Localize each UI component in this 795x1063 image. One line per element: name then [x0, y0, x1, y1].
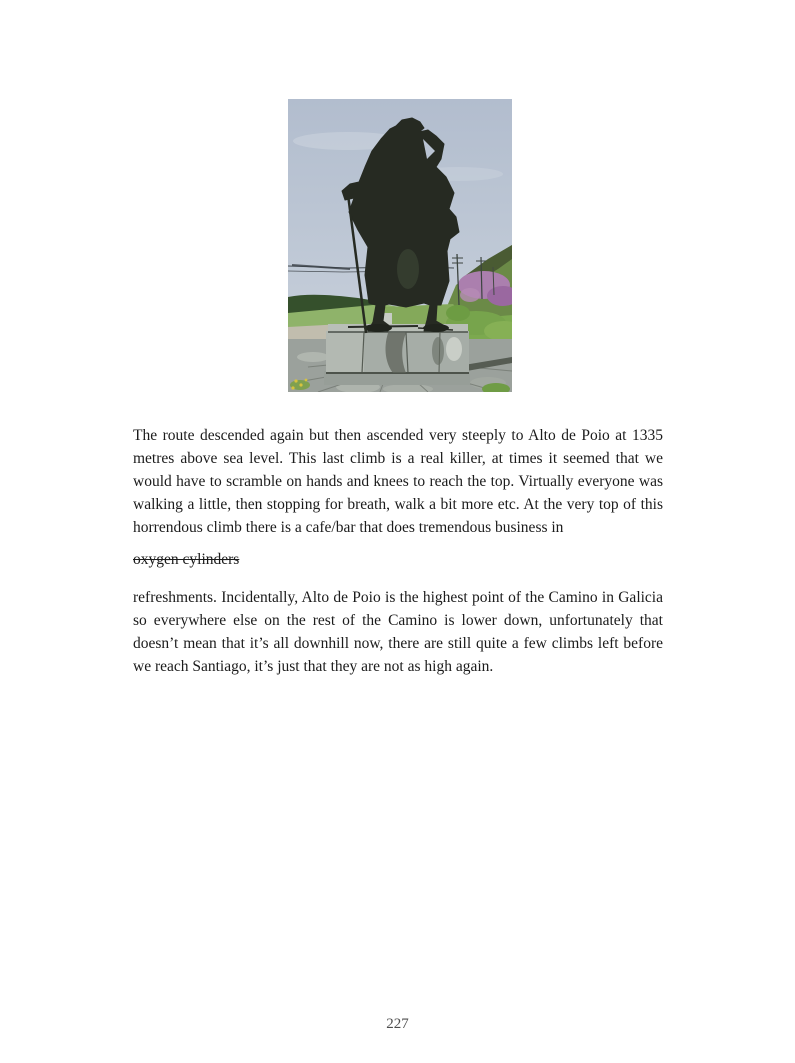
page-number: 227 — [386, 1016, 409, 1032]
body-text — [133, 424, 663, 678]
pilgrim-statue-photo — [288, 99, 512, 392]
paragraph-2: refreshments. Incidentally, Alto de Poio is the highest point of the Camino in Galicia so everywhere else on the rest of the Camino is lower down, unfortunately that doesn’t mean that it’s all downhill now, there are still quite a few climbs left before we reach Santiago, it’s just that they are not as high again. — [133, 589, 663, 675]
crossed-out-text: oxygen cylinders — [133, 551, 240, 568]
statue-illustration — [288, 99, 512, 392]
crossed-out-line — [133, 548, 663, 571]
paragraph-1: The route descended again but then ascended very steeply to Alto de Poio at 1335 metres above sea level. This last climb is a real killer, at times it seemed that we would have to scramble on hands and knees to reach the top. Virtually everyone was walking a little, then stopping for breath, walk a bit more etc. At the very top of this horrendous climb there is a cafe/bar that does tremendous business in — [133, 427, 663, 536]
